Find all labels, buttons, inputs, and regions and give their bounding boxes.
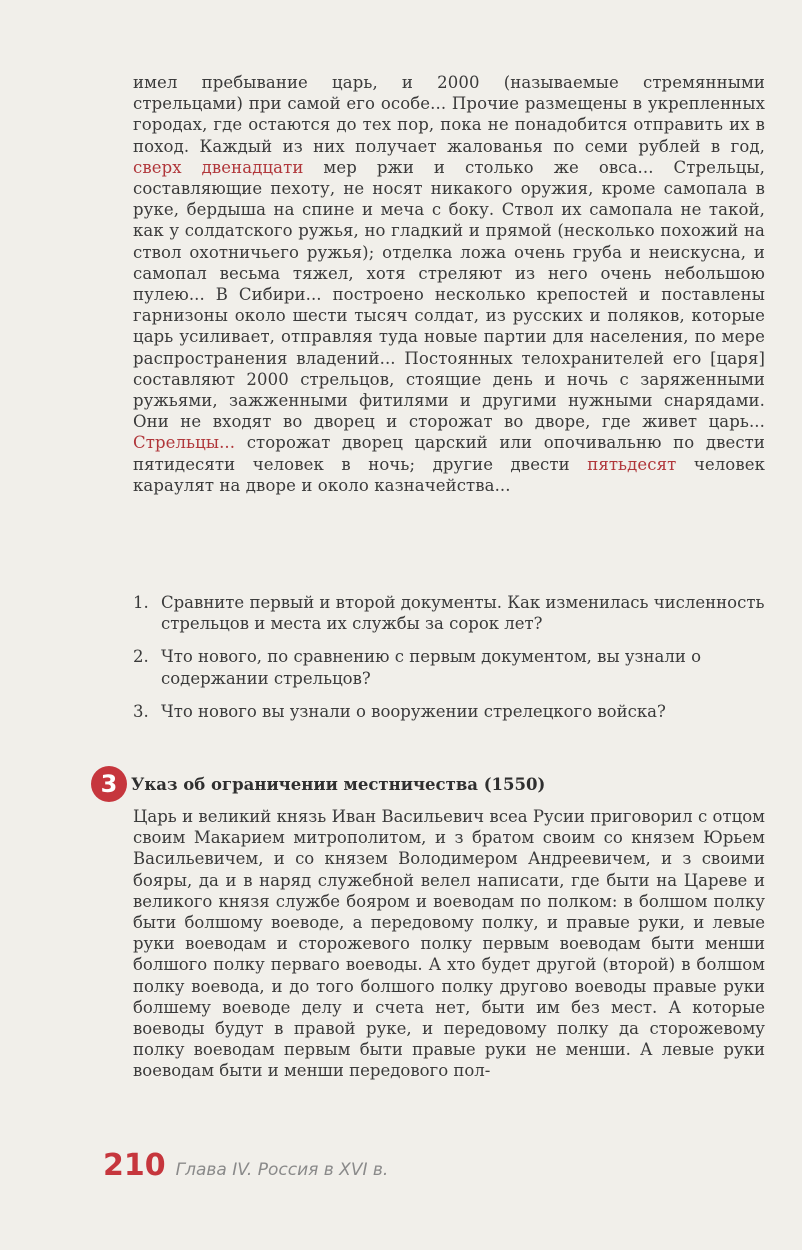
section-number-badge: 3: [91, 766, 127, 802]
question-number: 1.: [133, 593, 149, 612]
document-excerpt: [133, 72, 765, 496]
highlighted-text-2: Стрельцы...: [133, 433, 236, 453]
running-title: Глава IV. Россия в XVI в.: [175, 1160, 389, 1180]
question-text: Что нового вы узнали о вооружении стрелецкого войска?: [161, 701, 666, 721]
question-item: [133, 646, 773, 688]
question-number: 3.: [133, 701, 149, 721]
question-item: [133, 701, 773, 722]
excerpt-text-3: сторожат дворец царский или опочивальню по двести пятидесяти человек в ночь; другие двести: [133, 433, 765, 474]
excerpt-text-1: имел пребывание царь, и 2000 (называемые стремянными стрельцами) при самой его особе... Прочие размещены в укрепленных городах, где остаются до тех пор, пока не понадобится отправить их в поход. Каждый из них получает жалованья по семи рублей в год,: [133, 73, 765, 156]
question-text: Что нового, по сравнению с первым документом, вы узнали о содержании стрельцов?: [161, 647, 702, 688]
question-text: Сравните первый и второй документы. Как изменилась численность стрельцов и места их службы за сорок лет?: [161, 593, 765, 634]
question-item: [133, 592, 773, 634]
highlighted-text-1: сверх двенадцати: [133, 157, 304, 177]
questions-list: [133, 592, 773, 734]
page-number: 210: [103, 1148, 166, 1183]
highlighted-text-3: пятьдесят: [587, 454, 677, 474]
section-body-text: Царь и великий князь Иван Васильевич всеа Русии приговорил с отцом своим Макарием митрополитом, и з братом своим со князем Юрьем Васильевичем, и со князем Володимером Андреевичем, и з своими бояры, да и в наряд служебной велел написати, где быти на Цареве и великого князя службе бояром и воеводам по полком: в болшом полку быти болшому воеводе, а передовому полку, и правые руки, и левые руки воеводам и сторожевого полку первым воеводам быти менши болшого полку перваго воеводы. А хто будет другой (второй) в болшом полку воевода, и до того болшого полку другово воеводы правые руки болшему воеводе делу и счета нет, быти им без мест. А которые воеводы будут в правой руке, и передовому полку да сторожевому полку воеводам первым быти правые руки не менши. А левые руки воеводам быти и менши передового пол-: [133, 807, 765, 1081]
section-title: Указ об ограничении местничества (1550): [131, 774, 546, 794]
section-header: [91, 766, 765, 802]
page-footer: [103, 1148, 388, 1183]
question-number: 2.: [133, 647, 149, 667]
excerpt-text-4: человек караулят на дворе и около казначейства...: [133, 454, 765, 495]
excerpt-text-2: мер ржи и столько же овса... Стрельцы, составляющие пехоту, не носят никакого оружия, кроме самопала в руке, бердыша на спине и меча с боку. Ствол их самопала не такой, как у солдатского ружья, но гладкий и прямой (несколько похожий на ствол охотничьего ружья); отделка ложа очень груба и неискусна, и самопал весьма тяжел, хотя стреляют из него очень небольшою пулею... В Сибири... построено несколько крепостей и поставлены гарнизоны около шести тысяч солдат, из русских и поляков, которые царь усиливает, отправляя туда новые партии для населения, по мере распространения владений... Постоянных телохранителей его [царя] составляют 2000 стрельцов, стоящие день и ночь с заряженными ружьями, зажженными фитилями и другими нужными снарядами. Они не входят во дворец и сторожат во дворе, где живет царь...: [133, 157, 765, 432]
document-section: [93, 766, 765, 1082]
excerpt-paragraph: [133, 72, 765, 496]
